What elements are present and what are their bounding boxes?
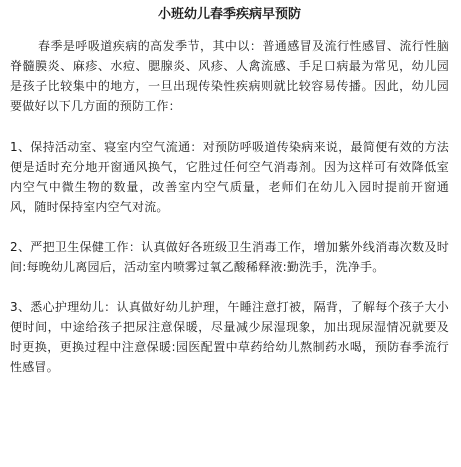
intro-paragraph: 春季是呼吸道疾病的高发季节，其中以：普通感冒及流行性感冒、流行性脑脊髓膜炎、麻疹、水痘、腮腺炎、风疹、人禽流感、手足口病最为常见，幼儿园是孩子比较集中的地方，一旦出现传染性疾病则就比较容易传播。因此，幼儿园要做好以下几方面的预防工作： <box>10 39 449 113</box>
paragraph-ventilation: 1、保持活动室、寝室内空气流通：对预防呼吸道传染病来说，最简便有效的方法便是适时充分地开窗通风换气，它胜过任何空气消毒剂。因为这样可有效降低室内空气中微生物的数量，改善室内空气质量，老师们在幼儿入园时提前开窗通风，随时保持室内空气对流。 <box>10 140 449 214</box>
document-title: 小班幼儿春季疾病早预防 <box>157 7 301 22</box>
paragraph-care: 3、悉心护理幼儿：认真做好幼儿护理，午睡注意打被，隔背，了解每个孩子大小便时间，中途给孩子把尿注意保暖，尽量减少尿湿现象，加出现尿湿情况就要及时更换，更换过程中注意保暖:园医配置中草药给幼儿熬制药水喝，预防春季流行性感冒。 <box>10 300 449 374</box>
paragraph-hygiene: 2、严把卫生保健工作：认真做好各班级卫生消毒工作，增加紫外线消毒次数及时间:每晚幼儿离园后，活动室内喷雾过氧乙酸稀释液:勤洗手，洗净手。 <box>10 240 449 274</box>
